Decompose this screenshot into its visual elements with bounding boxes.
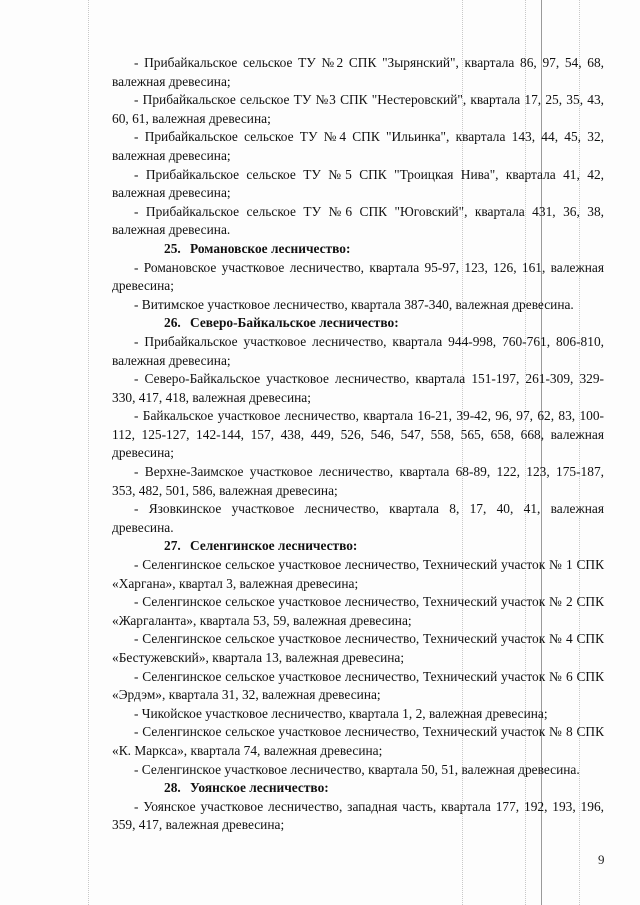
list-item: - Язовкинское участковое лесничество, квартала 8, 17, 40, 41, валежная древесина. [112,501,604,535]
section-number: 27. [164,538,181,554]
section-title: Северо-Байкальское лесничество: [190,315,399,331]
document-body [112,54,604,835]
list-item: - Верхне-Заимское участковое лесничество, квартала 68-89, 122, 123, 175-187, 353, 482, 501, 586, валежная древесина; [112,464,604,498]
list-item: - Селенгинское сельское участковое лесничество, Технический участок № 4 СПК «Бестужевский», квартала 13, валежная древесина; [112,631,604,665]
section-heading [112,314,604,333]
list-item: - Селенгинское сельское участковое лесничество, Технический участок № 6 СПК «Эрдэм», квартала 31, 32, валежная древесина; [112,668,604,703]
list-item: - Прибайкальское сельское ТУ №5 СПК "Троицкая Нива", квартала 41, 42, валежная древесина; [112,166,604,201]
section-number: 28. [164,780,181,796]
list-item: - Романовское участковое лесничество, квартала 95-97, 123, 126, 161, валежная древесина; [112,259,604,294]
list-item: - Селенгинское сельское участковое лесничество, Технический участок № 1 СПК «Харгана», квартал 3, валежная древесина; [112,557,604,591]
section-title: Селенгинское лесничество: [190,538,358,554]
section-heading [112,240,604,259]
section-heading [112,779,604,798]
section-number: 25. [164,240,181,256]
list-item: - Прибайкальское сельское ТУ №6 СПК "Юговский", квартала 431, 36, 38, валежная древесина. [112,203,604,238]
list-item: - Прибайкальское сельское ТУ №2 СПК "Зырянский", квартала 86, 97, 54, 68, валежная древесина; [112,55,604,89]
list-item: - Прибайкальское сельское ТУ №3 СПК "Нестеровский", квартала 17, 25, 35, 43, 60, 61, валежная древесина; [112,92,604,126]
list-item: - Селенгинское сельское участковое лесничество, Технический участок № 8 СПК «К. Маркса», квартала 74, валежная древесина; [112,724,604,758]
list-item: - Байкальское участковое лесничество, квартала 16-21, 39-42, 96, 97, 62, 83, 100-112, 125-127, 142-144, 157, 438, 449, 526, 546, 547, 558, 565, 658, 668, валежная древесина; [112,408,604,461]
section-number: 26. [164,315,181,331]
page-number: 9 [598,852,605,867]
list-item: - Прибайкальское участковое лесничество, квартала 944-998, 760-761, 806-810, валежная древесина; [112,333,604,368]
section-title: Романовское лесничество: [190,240,351,256]
list-item: - Селенгинское участковое лесничество, квартала 50, 51, валежная древесина. [134,761,580,777]
list-item: - Чикойское участковое лесничество, квартала 1, 2, валежная древесина; [134,705,548,721]
scan-artifact-line [88,0,89,905]
list-item: - Уоянское участковое лесничество, западная часть, квартала 177, 192, 193, 196, 359, 417, валежная древесина; [112,798,604,833]
list-item: - Витимское участковое лесничество, квартала 387-340, валежная древесина. [134,296,574,312]
list-item: - Селенгинское сельское участковое лесничество, Технический участок № 2 СПК «Жаргаланта», квартала 53, 59, валежная древесина; [112,594,604,628]
section-title: Уоянское лесничество: [190,780,329,796]
list-item: - Прибайкальское сельское ТУ №4 СПК "Ильинка", квартала 143, 44, 45, 32, валежная древесина; [112,129,604,163]
section-heading [112,537,604,556]
list-item: - Северо-Байкальское участковое лесничество, квартала 151-197, 261-309, 329-330, 417, 418, валежная древесина; [112,371,604,405]
